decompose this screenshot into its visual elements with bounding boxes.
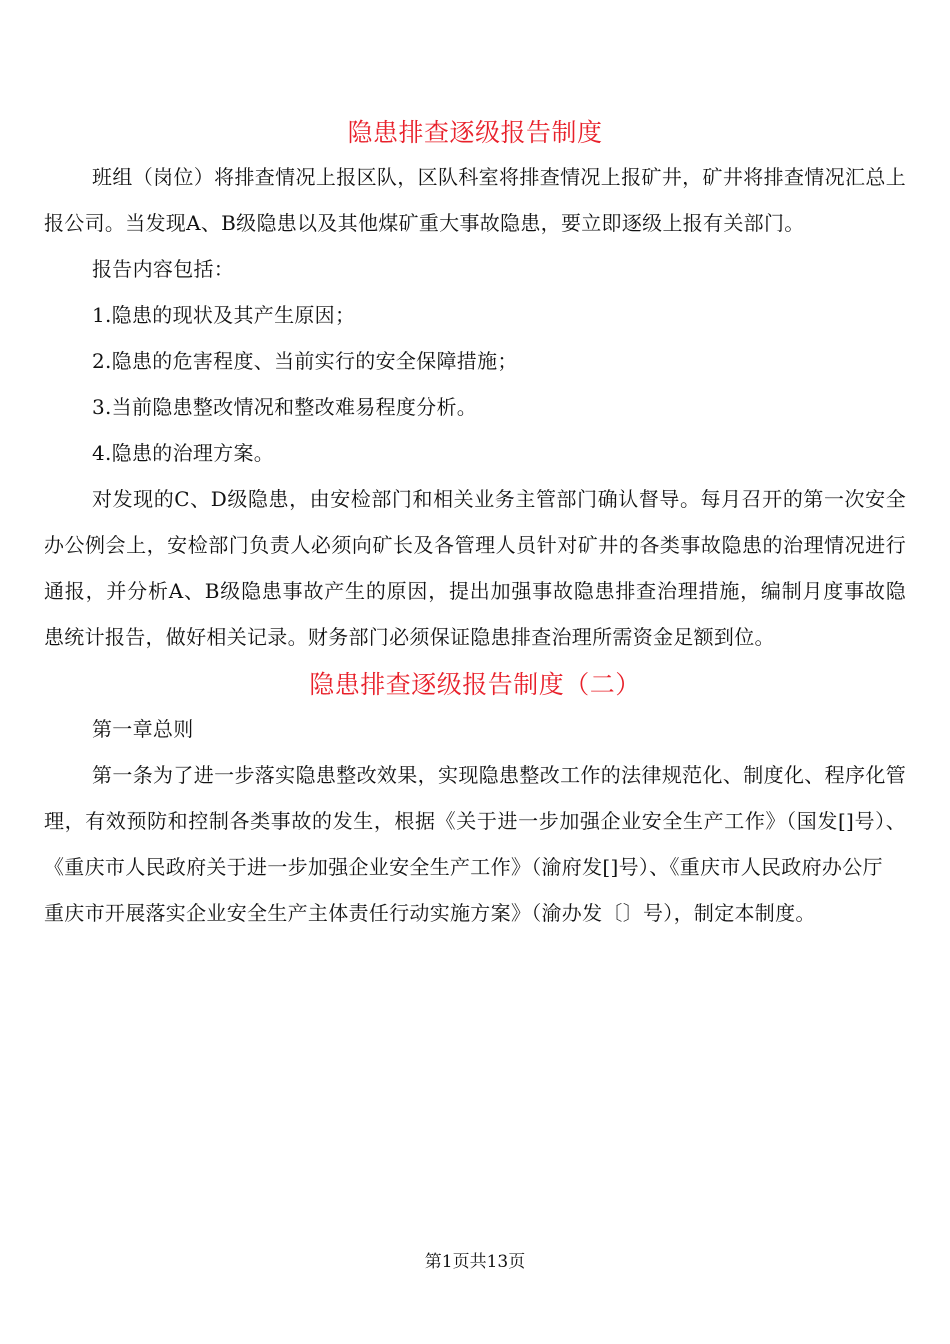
list-item: 2.隐患的危害程度、当前实行的安全保障措施；: [92, 349, 518, 373]
paragraph-report-contents: 报告内容包括：: [92, 257, 235, 281]
list-item: 3.当前隐患整改情况和整改难易程度分析。: [92, 395, 478, 419]
paragraph-article-one: 第一条为了进一步落实隐患整改效果，实现隐患整改工作的法律规范化、制度化、程序化管理，有效预防和控制各类事故的发生，根据《关于进一步加强企业安全生产工作》（国发[]号）、《重庆市人民政府关于进一步加强企业安全生产工作》（渝府发[]号）、《重庆市人民政府办公厅: [44, 763, 906, 879]
document-title: 隐患排查逐级报告制度: [347, 118, 603, 147]
paragraph-cd-hazards: 对发现的C、D级隐患，由安检部门和相关业务主管部门确认督导。每月召开的第一次安全办公例会上，安检部门负责人必须向矿长及各管理人员针对矿井的各类事故隐患的治理情况进行通报，并分析A、B级隐患事故产生的原因，提出加强事故隐患排查治理措施，编制月度事故隐患统计报告，做好相关记录。财务部门必须保证隐患排查治理所需资金足额到位。: [44, 487, 906, 649]
paragraph-article-one-continued: 重庆市开展落实企业安全生产主体责任行动实施方案》（渝办发〔〕号），制定本制度。: [44, 901, 816, 925]
chapter-heading: 第一章总则: [92, 717, 194, 741]
list-item: 4.隐患的治理方案。: [92, 441, 275, 465]
page-number: 第1页共13页: [424, 1252, 526, 1272]
section-title: 隐患排查逐级报告制度（二）: [309, 670, 641, 699]
paragraph-reporting-flow: 班组（岗位）将排查情况上报区队，区队科室将排查情况上报矿井，矿井将排查情况汇总上报公司。当发现A、B级隐患以及其他煤矿重大事故隐患，要立即逐级上报有关部门。: [44, 165, 906, 235]
list-item: 1.隐患的现状及其产生原因；: [92, 303, 356, 327]
document-body: [44, 112, 906, 936]
